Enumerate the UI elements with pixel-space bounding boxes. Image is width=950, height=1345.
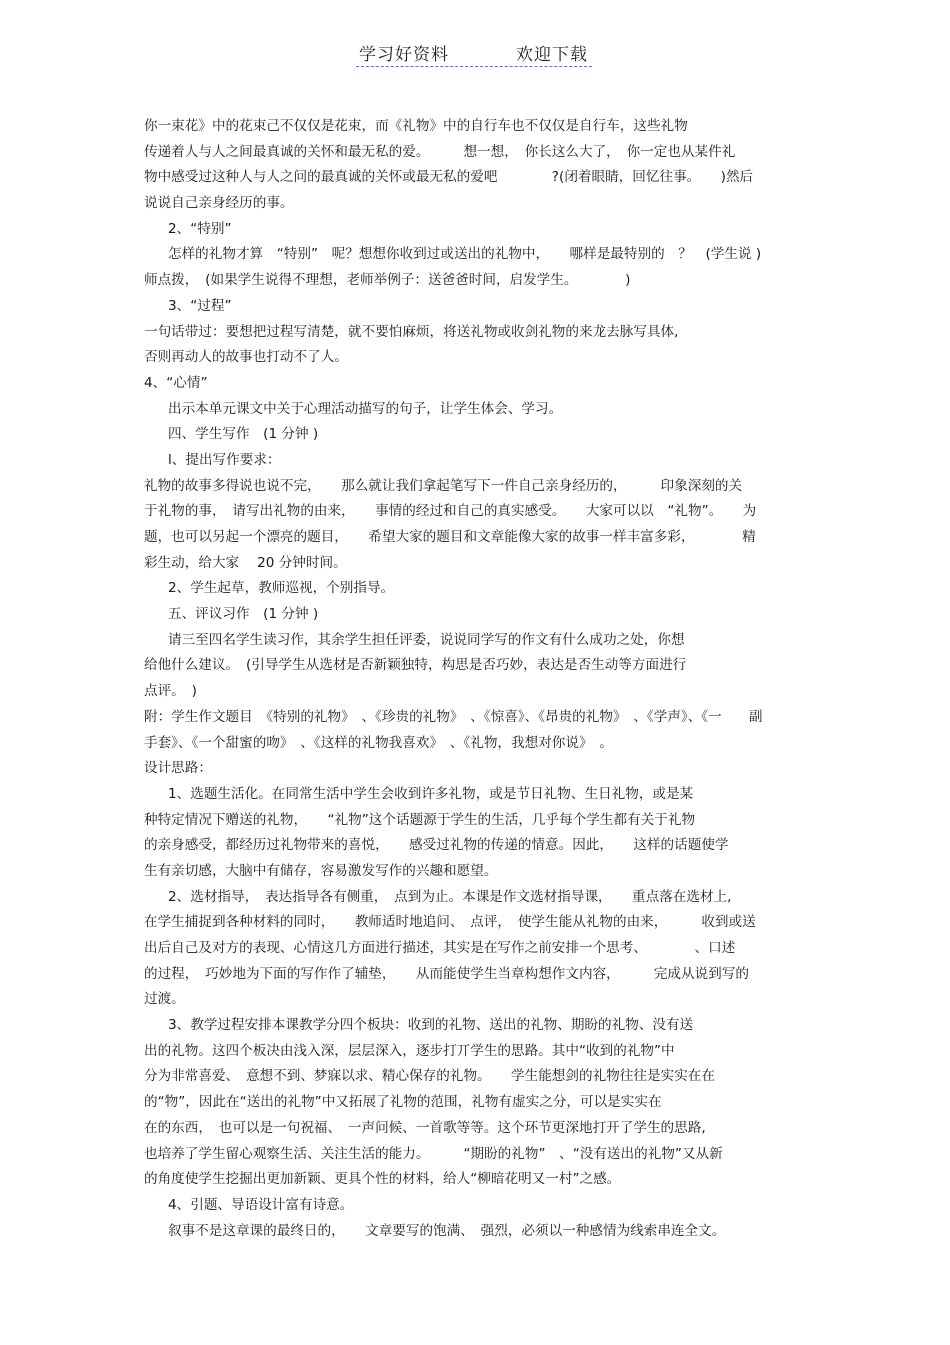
text-line: 题，也可以另起一个漂亮的题目， 希望大家的题目和文章能像大家的故事一样丰富多彩， 精	[144, 529, 756, 545]
text-line: 生有亲切感，大脑中有储存，容易激发写作的兴趣和愿望。	[144, 862, 498, 879]
header-left-text: 学习好资料	[359, 45, 449, 65]
header-right-text: 欢迎下载	[516, 45, 588, 65]
text-line: 彩生动，给大家 20 分钟时间。	[144, 554, 347, 571]
text-line: 手套》、《一个甜蜜的吻》 、《这样的礼物我喜欢》 、《礼物，我想对你说》 。	[144, 734, 613, 751]
text-line: l、提出写作要求：	[168, 451, 281, 468]
text-line: 的亲身感受，都经历过礼物带来的喜悦， 感受过礼物的传递的情意。因此， 这样的话题使学	[144, 837, 729, 854]
text-line: 分为非常喜爱、 意想不到、梦寐以求、精心保存的礼物。 学生能想剑的礼物往往是实实在在	[144, 1068, 715, 1085]
text-line: 你一束花》中的花束己不仅仅是花束，而《礼物》中的自行车也不仅仅是自行车，这些礼物	[144, 118, 688, 134]
text-line: 于礼物的事， 请写出礼物的由来， 事情的经过和自己的真实感受。 大家可以以 “礼物”。 为	[144, 503, 757, 520]
text-line: 礼物的故事多得说也说不完， 那么就让我们拿起笔写下一件自己亲身经历的， 印象深刻的关	[144, 477, 743, 494]
text-line: 说说自己亲身经历的事。	[144, 195, 294, 212]
text-line: 1、选题生活化。在同常生活中学生会收到许多礼物，或是节日礼物、生日礼物，或是某	[168, 785, 694, 802]
text-line: 2、学生起草，教师巡视，个别指导。	[168, 580, 395, 597]
text-line: 设计思路：	[144, 760, 212, 777]
text-line: 4、引题、导语设计富有诗意。	[168, 1196, 354, 1213]
text-line: 在学生捕捉到各种材料的同时， 教师适时地追问、 点评， 使学生能从礼物的由来， 收到或送	[144, 914, 756, 931]
text-line: 在的东西， 也可以是一句祝福、 一声问候、一首歌等等。这个环节更深地打开了学生的思路,	[144, 1119, 706, 1136]
document-body	[144, 114, 808, 1244]
text-line: 点评。 )	[144, 683, 197, 700]
page-header	[356, 40, 592, 67]
text-line: 一句话带过：要想把过程写清楚，就不要怕麻烦，将送礼物或收剑礼物的来龙去脉写具体,	[144, 323, 679, 340]
text-line: 的过程， 巧妙地为下面的写作作了辅垫， 从而能使学生当章构想作文内容， 完成从说到写的	[144, 965, 749, 982]
text-line: 否则再动人的故事也打动不了人。	[144, 349, 348, 366]
text-line: 种特定情况下赠送的礼物， “礼物”这个话题源于学生的生活，几乎每个学生都有关于礼物	[144, 811, 696, 828]
text-line: 也培养了学生留心观察生活、关注生活的能力。 “期盼的礼物” 、“没有送出的礼物”又从新	[144, 1145, 723, 1162]
text-line: 2、选材指导， 表达指导各有侧重， 点到为止。本课是作文选材指导课， 重点落在选材上,	[168, 888, 732, 905]
text-line: 物中感受过这种人与人之问的最真诚的关怀或最无私的爱吧 ?(闭着眼睛，回忆往事。 )然后	[144, 169, 754, 186]
text-line: 3、教学过程安排本课教学分四个板块：收到的礼物、送出的礼物、期盼的礼物、没有送	[168, 1017, 694, 1034]
text-line: 五、评议习作 (1 分钟 )	[168, 606, 319, 623]
text-line: 出后自己及对方的表现、心情这几方面进行描述，其实是在写作之前安排一个思考、 、口述	[144, 940, 736, 956]
text-line: 请三至四名学生读习作，其余学生担任评委，说说同学写的作文有什么成功之处，你想	[168, 631, 685, 648]
text-line: 3、“过程”	[168, 297, 232, 314]
text-line: 师点拨， (如果学生说得不理想，老师举例子：送爸爸时间，启发学生。 )	[144, 272, 631, 289]
text-line: 4、“心情”	[144, 374, 208, 391]
text-line: 出的礼物。这四个板决由浅入深，层层深入，逐步打丌学生的思路。其中“收到的礼物”中	[144, 1042, 675, 1059]
text-line: 出示本单元课文中关于心理活动描写的句子，让学生体会、学习。	[168, 400, 563, 417]
text-line: 四、学生写作 (1 分钟 )	[168, 426, 319, 443]
text-line: 的“物”，因此在“送出的礼物”中又拓展了礼物的范围，礼物有虚实之分，可以是实实在	[144, 1094, 662, 1111]
text-line: 2、“特别”	[168, 220, 232, 237]
text-line: 的角度使学生挖掘出更加新颖、更具个性的材料，给人“柳暗花明又一村”之感。	[144, 1171, 621, 1188]
text-line: 附：学生作文题目 《特别的礼物》 、《珍贵的礼物》 、《惊喜》、《昂贵的礼物》 、《学声》、《一 副	[144, 708, 763, 725]
text-line: 叙事不是这章课的最终日的， 文章要写的饱满、 强烈，必须以一种感情为线索串连全文。	[168, 1222, 726, 1239]
text-line: 给他什么建议。 (引导学生从选材是否新颖独特，构思是否巧妙，表达是否生动等方面进行	[144, 657, 687, 674]
text-line: 怎样的礼物才算 “特别” 呢？想想你收到过或送出的礼物中， 哪样是最特别的 ？ (学生说 )	[168, 246, 762, 263]
text-line: 过渡。	[144, 991, 185, 1008]
text-line: 传递着人与人之间最真诚的关怀和最无私的爱。 想一想， 你长这么大了， 你一定也从某件礼	[144, 143, 736, 160]
